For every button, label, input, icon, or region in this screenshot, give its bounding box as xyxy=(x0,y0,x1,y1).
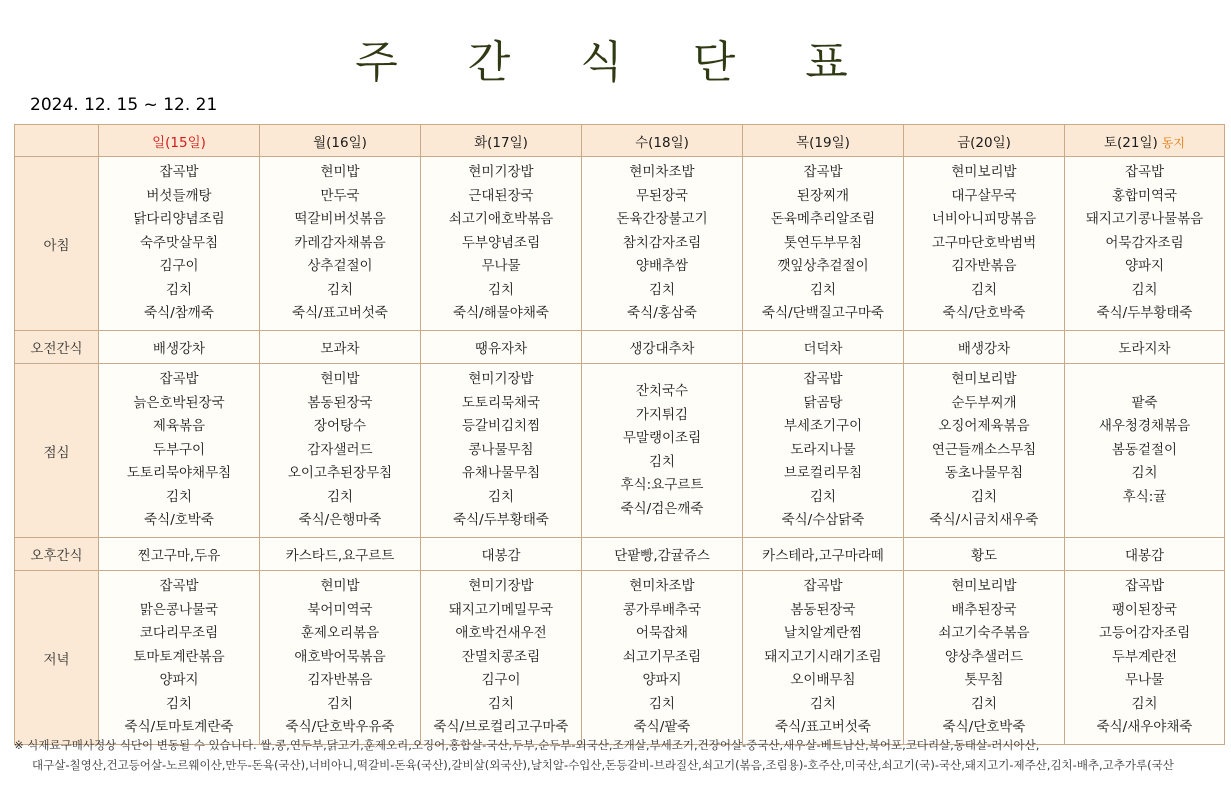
menu-item: 죽식/해물야채죽 xyxy=(453,305,549,322)
menu-item: 토마토계란볶음 xyxy=(133,648,225,665)
meal-row xyxy=(15,157,1225,331)
menu-item: 두부구이 xyxy=(152,441,206,458)
menu-item: 김치 xyxy=(648,281,676,298)
menu-item: 죽식/표고버섯죽 xyxy=(775,719,871,736)
menu-item: 현미기장밥 xyxy=(468,578,534,595)
menu-item: 현미차조밥 xyxy=(629,578,695,595)
snack-cell-saturday: 도라지차 xyxy=(1065,331,1225,364)
menu-item: 두부계란전 xyxy=(1111,648,1178,665)
menu-cell-wednesday xyxy=(582,571,743,745)
menu-cell-friday xyxy=(904,364,1065,538)
menu-item: 봄동겉절이 xyxy=(1111,441,1178,458)
menu-item: 김치 xyxy=(970,281,998,298)
menu-item: 죽식/단호박죽 xyxy=(942,719,1026,736)
menu-item: 된장찌개 xyxy=(796,187,850,204)
menu-item: 날치알계란찜 xyxy=(783,625,863,642)
menu-cell-monday xyxy=(260,157,421,331)
menu-cell-thursday xyxy=(743,571,904,745)
menu-item: 쇠고기애호박볶음 xyxy=(448,211,554,228)
menu-item: 김치 xyxy=(809,695,837,712)
meal-row xyxy=(15,331,1225,364)
menu-item: 쇠고기숙주볶음 xyxy=(938,625,1030,642)
menu-item: 죽식/검은깨죽 xyxy=(620,500,704,517)
menu-item: 동초나물무침 xyxy=(944,465,1024,482)
footnote-line-2: 대구살-칠영산,건고등어살-노르웨이산,만두-돈육(국산),너비아니,떡갈비-돈육(국산),갈비살(외국산),날치알-수입산,돈등갈비-브라질산,쇠고기(볶음,조림용)-호주산,미국산,쇠고기(국)-국산,돼지고기-제주산,김치-배추,고추가루(국산 xyxy=(32,758,1174,772)
menu-item: 현미기장밥 xyxy=(468,371,534,388)
menu-item: 늙은호박된장국 xyxy=(133,394,225,411)
footnote-line-1: ※ 식재료구매사정상 식단이 변동될 수 있습니다. 쌀,콩,연두부,닭고기,훈제오리,오징어,홍합살-국산,두부,순두부-외국산,조개살,부세조기,건장어살-중국산,새우살-베트남산,북어포,코다리살,동태살-러시아산, xyxy=(14,738,1040,752)
menu-item: 죽식/새우야채죽 xyxy=(1096,719,1193,736)
menu-item: 김자반볶음 xyxy=(307,672,373,689)
menu-body xyxy=(15,157,1225,745)
menu-item: 죽식/참깨죽 xyxy=(144,305,214,322)
menu-item: 팽이된장국 xyxy=(1111,601,1178,618)
menu-item: 쇠고기무조림 xyxy=(622,648,702,665)
menu-item: 양배추쌈 xyxy=(635,258,689,275)
snack-cell-monday: 모과차 xyxy=(260,331,421,364)
menu-item: 홍합미역국 xyxy=(1111,187,1178,204)
menu-item: 김자반볶음 xyxy=(951,258,1017,275)
menu-item: 너비아니피망볶음 xyxy=(931,211,1037,228)
menu-item: 애호박건새우전 xyxy=(455,625,547,642)
menu-item: 돼지고기메밀무국 xyxy=(448,601,554,618)
menu-item: 깻잎상추겉절이 xyxy=(777,258,869,275)
menu-item: 톳무침 xyxy=(964,672,1004,689)
menu-item: 잡곡밥 xyxy=(1124,578,1165,595)
menu-cell-saturday xyxy=(1065,571,1225,745)
menu-item: 장어탕수 xyxy=(313,418,367,435)
menu-item: 돼지고기시래기조림 xyxy=(764,648,882,665)
menu-item: 톳연두부무침 xyxy=(783,234,863,251)
day-header-thursday: 목(19일) xyxy=(743,125,904,157)
menu-item: 오이고추된장무침 xyxy=(287,465,393,482)
menu-item: 부세조기구이 xyxy=(783,418,863,435)
menu-cell-saturday xyxy=(1065,157,1225,331)
menu-item: 돈육메추리알조림 xyxy=(770,211,876,228)
menu-item: 무말랭이조림 xyxy=(622,430,702,446)
menu-item: 죽식/홍삼죽 xyxy=(627,305,697,322)
menu-item: 김치 xyxy=(809,488,837,505)
menu-item: 애호박어묵볶음 xyxy=(294,648,386,665)
menu-cell-friday xyxy=(904,571,1065,745)
menu-item: 양파지 xyxy=(642,672,682,689)
menu-item: 돈육간장불고기 xyxy=(616,211,708,228)
menu-cell-monday xyxy=(260,364,421,538)
menu-item: 순두부찌개 xyxy=(951,394,1017,411)
menu-item: 양파지 xyxy=(1124,258,1165,275)
menu-item: 참치감자조림 xyxy=(622,234,702,251)
menu-item: 잡곡밥 xyxy=(159,371,199,388)
menu-item: 만두국 xyxy=(320,187,360,204)
menu-item: 버섯들깨탕 xyxy=(146,187,212,204)
menu-item: 김치 xyxy=(970,695,998,712)
menu-item: 고등어감자조림 xyxy=(1098,625,1191,642)
menu-item: 잡곡밥 xyxy=(803,371,843,388)
day-header-monday: 월(16일) xyxy=(260,125,421,157)
menu-cell-wednesday xyxy=(582,364,743,538)
day-header-wednesday: 수(18일) xyxy=(582,125,743,157)
menu-item: 김구이 xyxy=(481,672,521,689)
snack-cell-sunday: 배생강차 xyxy=(99,331,260,364)
menu-item: 유채나물무침 xyxy=(461,465,541,482)
menu-item: 현미밥 xyxy=(320,371,360,388)
menu-item: 김치 xyxy=(1131,281,1158,298)
menu-item: 현미밥 xyxy=(320,164,360,181)
menu-item: 닭곰탕 xyxy=(803,394,843,411)
menu-item: 김치 xyxy=(648,453,676,470)
menu-item: 김구이 xyxy=(159,258,199,275)
snack-cell-saturday: 대봉감 xyxy=(1065,538,1225,571)
menu-item: 북어미역국 xyxy=(307,601,373,618)
menu-item: 도토리묵채국 xyxy=(461,394,541,411)
day-header-row xyxy=(15,125,1225,157)
menu-item: 김치 xyxy=(326,695,354,712)
weekly-menu-table xyxy=(14,124,1225,745)
meal-row-label: 점심 xyxy=(15,364,99,538)
menu-item: 현미보리밥 xyxy=(951,578,1017,595)
meal-row xyxy=(15,538,1225,571)
menu-cell-tuesday xyxy=(421,571,582,745)
snack-cell-friday: 황도 xyxy=(904,538,1065,571)
menu-item: 김치 xyxy=(648,695,676,712)
snack-cell-friday: 배생강차 xyxy=(904,331,1065,364)
menu-cell-friday xyxy=(904,157,1065,331)
menu-item: 현미밥 xyxy=(320,578,360,595)
date-range: 2024. 12. 15 ~ 12. 21 xyxy=(30,95,218,115)
menu-item: 무나물 xyxy=(481,258,521,275)
menu-item: 죽식/팥죽 xyxy=(633,719,691,736)
menu-item: 새우청경채볶음 xyxy=(1098,418,1191,435)
menu-item: 김치 xyxy=(165,488,193,505)
menu-item: 닭다리양념조림 xyxy=(133,211,225,228)
menu-item: 죽식/두부황태죽 xyxy=(1096,305,1193,322)
menu-item: 김치 xyxy=(1131,465,1158,482)
menu-item: 가지튀김 xyxy=(635,406,689,423)
meal-row-label: 저녁 xyxy=(15,571,99,745)
menu-item: 코다리무조림 xyxy=(139,625,219,642)
snack-cell-thursday: 더덕차 xyxy=(743,331,904,364)
menu-item: 죽식/은행마죽 xyxy=(298,512,382,529)
menu-item: 양파지 xyxy=(159,672,199,689)
menu-item: 후식:요구르트 xyxy=(620,477,704,493)
day-header-saturday-label: 토(21일) xyxy=(1104,134,1158,151)
menu-item: 김치 xyxy=(487,488,515,505)
menu-item: 오이배무침 xyxy=(790,672,856,689)
menu-cell-sunday xyxy=(99,364,260,538)
meal-row xyxy=(15,571,1225,745)
menu-item: 무나물 xyxy=(1124,672,1165,689)
saturday-note: 동지 xyxy=(1161,135,1185,150)
day-header-friday: 금(20일) xyxy=(904,125,1065,157)
snack-cell-wednesday: 생강대추차 xyxy=(582,331,743,364)
menu-item: 잔치국수 xyxy=(635,383,689,399)
page-title: 주 간 식 단 표 xyxy=(355,37,876,88)
menu-cell-sunday xyxy=(99,571,260,745)
menu-cell-monday xyxy=(260,571,421,745)
menu-item: 팥죽 xyxy=(1131,394,1158,411)
menu-item: 연근들깨소스무침 xyxy=(931,441,1037,458)
menu-item: 죽식/두부황태죽 xyxy=(453,512,549,529)
menu-item: 김치 xyxy=(326,281,354,298)
menu-item: 현미차조밥 xyxy=(629,164,695,181)
menu-item: 맑은콩나물국 xyxy=(139,601,219,618)
menu-item: 양상추샐러드 xyxy=(944,648,1024,665)
menu-item: 현미보리밥 xyxy=(951,164,1017,181)
snack-cell-tuesday: 대봉감 xyxy=(421,538,582,571)
menu-item: 죽식/표고버섯죽 xyxy=(292,305,388,322)
day-header-saturday xyxy=(1065,125,1225,157)
menu-item: 김치 xyxy=(970,488,998,505)
menu-item: 잡곡밥 xyxy=(159,578,199,595)
menu-item: 현미기장밥 xyxy=(468,164,534,181)
menu-item: 김치 xyxy=(487,281,515,298)
menu-cell-tuesday xyxy=(421,157,582,331)
menu-item: 어묵잡채 xyxy=(635,625,689,642)
menu-item: 근대된장국 xyxy=(468,187,534,204)
snack-cell-tuesday: 땡유자차 xyxy=(421,331,582,364)
menu-item: 잡곡밥 xyxy=(159,164,199,181)
snack-cell-sunday: 찐고구마,두유 xyxy=(99,538,260,571)
menu-item: 봄동된장국 xyxy=(790,601,856,618)
menu-cell-saturday xyxy=(1065,364,1225,538)
menu-item: 브로컬리무침 xyxy=(783,465,863,482)
menu-item: 돼지고기콩나물볶음 xyxy=(1085,211,1204,228)
snack-cell-wednesday: 단팥빵,감귤쥬스 xyxy=(582,538,743,571)
meal-row-label: 오전간식 xyxy=(15,331,99,364)
menu-item: 죽식/브로컬리고구마죽 xyxy=(433,719,569,736)
menu-item: 김치 xyxy=(326,488,354,505)
menu-item: 죽식/단호박우유죽 xyxy=(285,719,395,736)
menu-item: 오징어제육볶음 xyxy=(938,418,1030,435)
menu-item: 상추겉절이 xyxy=(307,258,373,275)
menu-item: 대구살무국 xyxy=(951,187,1017,204)
menu-item: 잡곡밥 xyxy=(803,578,843,595)
menu-item: 김치 xyxy=(809,281,837,298)
menu-item: 김치 xyxy=(1131,695,1158,712)
menu-item: 등갈비김치찜 xyxy=(461,418,541,435)
menu-item: 떡갈비버섯볶음 xyxy=(294,211,386,228)
menu-item: 고구마단호박범벅 xyxy=(931,234,1037,251)
menu-item: 훈제오리볶음 xyxy=(300,625,380,642)
menu-item: 두부양념조림 xyxy=(461,234,541,251)
day-header-tuesday: 화(17일) xyxy=(421,125,582,157)
menu-cell-thursday xyxy=(743,157,904,331)
menu-item: 배추된장국 xyxy=(951,601,1017,618)
meal-row-label: 아침 xyxy=(15,157,99,331)
menu-item: 죽식/호박죽 xyxy=(144,512,214,529)
menu-item: 도라지나물 xyxy=(790,441,856,458)
menu-item: 죽식/토마토계란죽 xyxy=(124,719,234,736)
menu-cell-thursday xyxy=(743,364,904,538)
menu-cell-wednesday xyxy=(582,157,743,331)
menu-item: 김치 xyxy=(165,695,193,712)
menu-item: 죽식/단호박죽 xyxy=(942,305,1026,322)
menu-item: 김치 xyxy=(487,695,515,712)
menu-item: 카레감자채볶음 xyxy=(294,234,386,251)
menu-item: 죽식/단백질고구마죽 xyxy=(762,305,884,322)
menu-item: 제육볶음 xyxy=(152,418,206,435)
meal-row-label: 오후간식 xyxy=(15,538,99,571)
menu-item: 죽식/수삼닭죽 xyxy=(781,512,865,529)
menu-item: 죽식/시금치새우죽 xyxy=(929,512,1039,529)
menu-item: 김치 xyxy=(165,281,193,298)
menu-item: 무된장국 xyxy=(635,187,689,204)
menu-item: 콩나물무침 xyxy=(468,441,534,458)
menu-item: 감자샐러드 xyxy=(307,441,373,458)
meal-row xyxy=(15,364,1225,538)
menu-item: 잡곡밥 xyxy=(1124,164,1165,181)
menu-item: 어묵감자조림 xyxy=(1105,234,1184,251)
menu-cell-tuesday xyxy=(421,364,582,538)
menu-item: 콩가루배추국 xyxy=(622,601,702,618)
menu-item: 후식:귤 xyxy=(1122,488,1167,505)
day-header-sunday: 일(15일) xyxy=(99,125,260,157)
corner-cell xyxy=(15,125,99,157)
menu-item: 잔멸치콩조림 xyxy=(461,648,541,665)
menu-item: 도토리묵야채무침 xyxy=(126,465,232,482)
menu-cell-sunday xyxy=(99,157,260,331)
menu-item: 봄동된장국 xyxy=(307,394,373,411)
menu-item: 숙주맛살무침 xyxy=(139,234,219,251)
menu-item: 잡곡밥 xyxy=(803,164,843,181)
snack-cell-monday: 카스타드,요구르트 xyxy=(260,538,421,571)
menu-item: 현미보리밥 xyxy=(951,371,1017,388)
snack-cell-thursday: 카스테라,고구마라떼 xyxy=(743,538,904,571)
